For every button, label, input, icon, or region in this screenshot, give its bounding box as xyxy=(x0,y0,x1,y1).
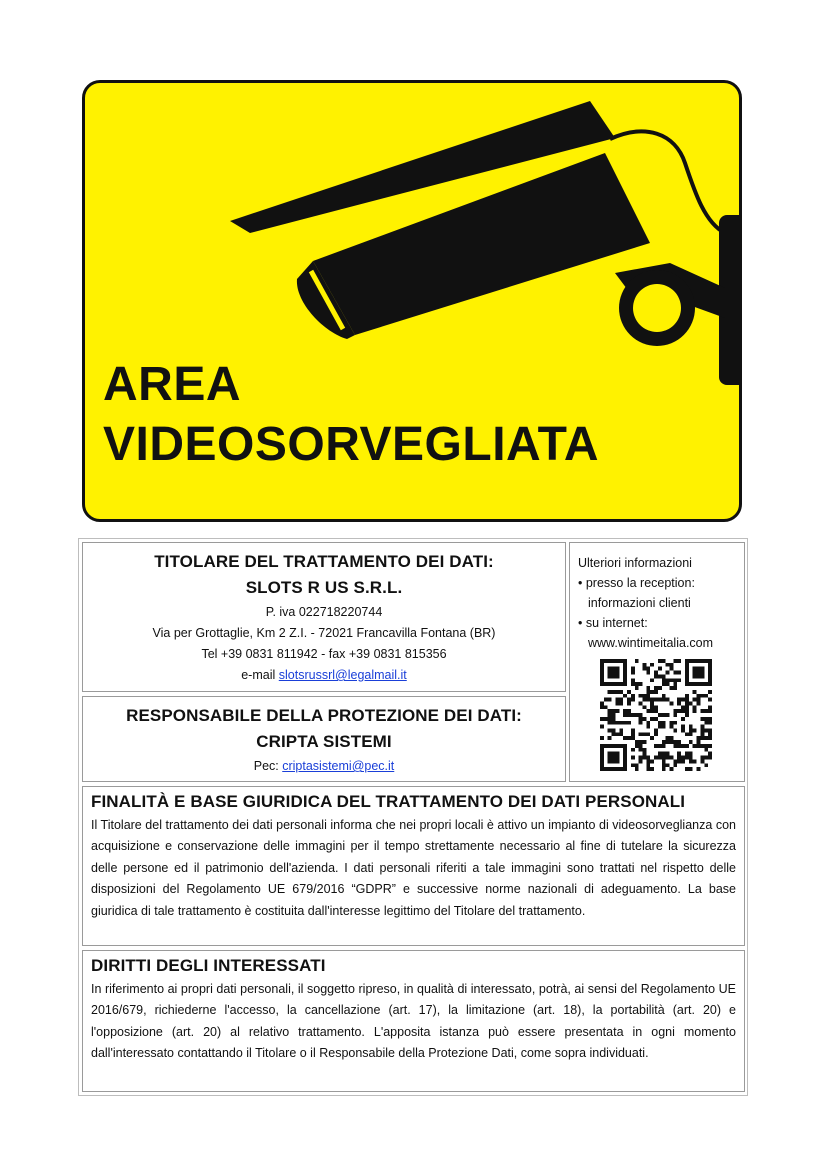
dpo-pec-link[interactable]: criptasistemi@pec.it xyxy=(282,759,395,773)
controller-email-row xyxy=(83,665,565,686)
video-surveillance-sign xyxy=(82,80,742,522)
dpo-heading: RESPONSABILE DELLA PROTEZIONE DEI DATI: xyxy=(126,706,522,725)
sign-line-videosorvegliata: VIDEOSORVEGLIATA xyxy=(103,418,600,471)
data-controller-section xyxy=(82,542,566,692)
purpose-legal-basis-section xyxy=(82,786,745,946)
controller-heading: TITOLARE DEL TRATTAMENTO DEI DATI: xyxy=(154,552,494,571)
internet-bullet: • su internet: xyxy=(578,616,648,630)
controller-phone: Tel +39 0831 811942 - fax +39 0831 815356 xyxy=(201,647,447,661)
more-info-title: Ulteriori informazioni xyxy=(578,556,692,570)
purpose-text: Il Titolare del trattamento dei dati personali informa che nei propri locali è attivo un impianto di videosorveglianza con acquisizione e conservazione delle immagini per il tempo strettamente necessario al fine di tutelare la sicurezza delle persone ed il patrimonio dell'azienda. I dati personali riferiti a tale immagini sono trattati nel rispetto delle disposizioni del Regolamento UE 679/2016 “GDPR” e successive norme nazionali di adeguamento. La base giuridica di tale trattamento è costituita dall'interesse legittimo del Titolare del trattamento. xyxy=(91,818,736,918)
reception-bullet: • presso la reception: xyxy=(578,576,695,590)
pec-label: Pec: xyxy=(253,759,279,773)
qr-code-icon[interactable] xyxy=(600,659,712,771)
rights-title: DIRITTI DEGLI INTERESSATI xyxy=(91,956,326,975)
email-label: e-mail xyxy=(241,668,276,682)
controller-email-link[interactable]: slotsrussrl@legalmail.it xyxy=(278,668,407,682)
dpo-pec-row xyxy=(83,756,565,777)
sign-line-area: AREA xyxy=(103,358,242,411)
data-subject-rights-section xyxy=(82,950,745,1092)
rights-text: In riferimento ai propri dati personali, il soggetto ripreso, in qualità di interessato, potrà, ai sensi del Regolamento UE 2016/679, richiederne l'accesso, la cancellazione (art. 17), la limitazione (art. 18), la portabilità (art. 20) e l'opposizione (art. 20) al relativo trattamento. L'apposita istanza può essere presentata in ogni momento dall'interessato contattando il Titolare o il Responsabile della Protezione Dati, come sopra individuati. xyxy=(91,982,736,1061)
website-text[interactable]: www.wintimeitalia.com xyxy=(588,636,714,650)
dpo-name: CRIPTA SISTEMI xyxy=(256,732,392,751)
more-info-sidebar xyxy=(569,542,745,782)
controller-address: Via per Grottaglie, Km 2 Z.I. - 72021 Francavilla Fontana (BR) xyxy=(152,626,496,640)
controller-company: SLOTS R US S.R.L. xyxy=(245,578,403,597)
reception-sub: informazioni clienti xyxy=(588,596,691,610)
purpose-title: FINALITÀ E BASE GIURIDICA DEL TRATTAMENTO DEI DATI PERSONALI xyxy=(91,792,686,811)
controller-piva: P. iva 022718220744 xyxy=(265,605,383,619)
sign-caption xyxy=(103,358,600,471)
dpo-section xyxy=(82,696,566,782)
